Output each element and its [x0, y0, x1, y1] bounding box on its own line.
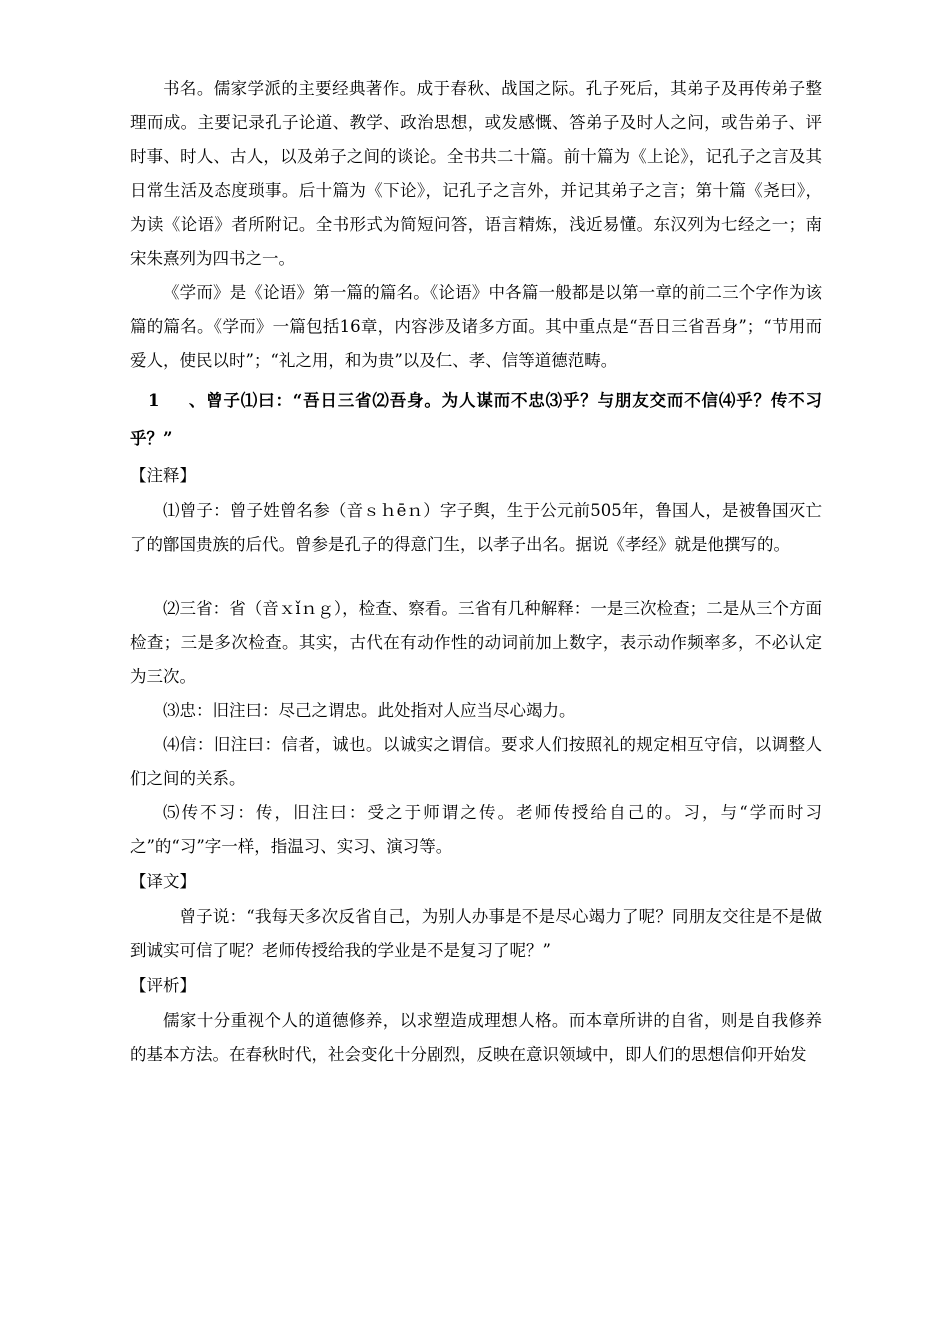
note-3: ⑶忠：旧注曰：尽己之谓忠。此处指对人应当尽心竭力。	[163, 701, 576, 720]
blank-line	[130, 562, 822, 592]
chapter-number: 1	[148, 391, 160, 410]
note-1: ⑴曾子：曾子姓曾名参（音ｓｈēｎ）字子舆，生于公元前505年，鲁国人，是被鲁国灭亡了的鄫国贵族的后代。曾参是孔子的得意门生，以孝子出名。据说《孝经》就是他撰写的。	[130, 501, 822, 554]
analysis-text: 儒家十分重视个人的道德修养，以求塑造成理想人格。而本章所讲的自省，则是自我修养的基本方法。在春秋时代，社会变化十分剧烈，反映在意识领域中，即人们的思想信仰开始发	[130, 1011, 822, 1064]
translation-heading: 【译文】	[130, 872, 196, 891]
note-2: ⑵三省：省（音ｘǐｎｇ），检查、察看。三省有几种解释：一是三次检查；二是从三个方面检查；三是多次检查。其实，古代在有动作性的动词前加上数字，表示动作频率多，不必认定为三次。	[130, 599, 822, 686]
note-4: ⑷信：旧注曰：信者，诚也。以诚实之谓信。要求人们按照礼的规定相互守信，以调整人们之间的关系。	[130, 735, 822, 788]
intro-paragraph-xueer: 《学而》是《论语》第一篇的篇名。《论语》中各篇一般都是以第一章的前二三个字作为该篇的篇名。《学而》一篇包括16章，内容涉及诸多方面。其中重点是“吾日三省吾身”；“节用而爱人，使民以时”；“礼之用，和为贵”以及仁、孝、信等道德范畴。	[130, 283, 822, 370]
chapter-text: 、曾子⑴曰：“吾日三省⑵吾身。为人谋而不忠⑶乎？与朋友交而不信⑷乎？传不习乎？”	[130, 391, 822, 448]
notes-heading: 【注释】	[130, 466, 196, 485]
note-5: ⑸传不习：传，旧注曰：受之于师谓之传。老师传授给自己的。习，与“学而时习之”的“习”字一样，指温习、实习、演习等。	[130, 803, 822, 856]
document-body	[130, 72, 822, 1072]
intro-paragraph-book: 书名。儒家学派的主要经典著作。成于春秋、战国之际。孔子死后，其弟子及再传弟子整理而成。主要记录孔子论道、教学、政治思想，或发感慨、答弟子及时人之问，或告弟子、评时事、时人、古人，以及弟子之间的谈论。全书共二十篇。前十篇为《上论》，记孔子之言及其日常生活及态度琐事。后十篇为《下论》，记孔子之言外，并记其弟子之言；第十篇《尧曰》，为读《论语》者所附记。全书形式为简短问答，语言精炼，浅近易懂。东汉列为七经之一；南宋朱熹列为四书之一。	[130, 79, 822, 268]
analysis-heading: 【评析】	[130, 976, 196, 995]
translation-text: 曾子说：“我每天多次反省自己，为别人办事是不是尽心竭力了呢？同朋友交往是不是做到诚实可信了呢？老师传授给我的学业是不是复习了呢？”	[130, 907, 822, 960]
chapter-heading	[130, 382, 822, 458]
